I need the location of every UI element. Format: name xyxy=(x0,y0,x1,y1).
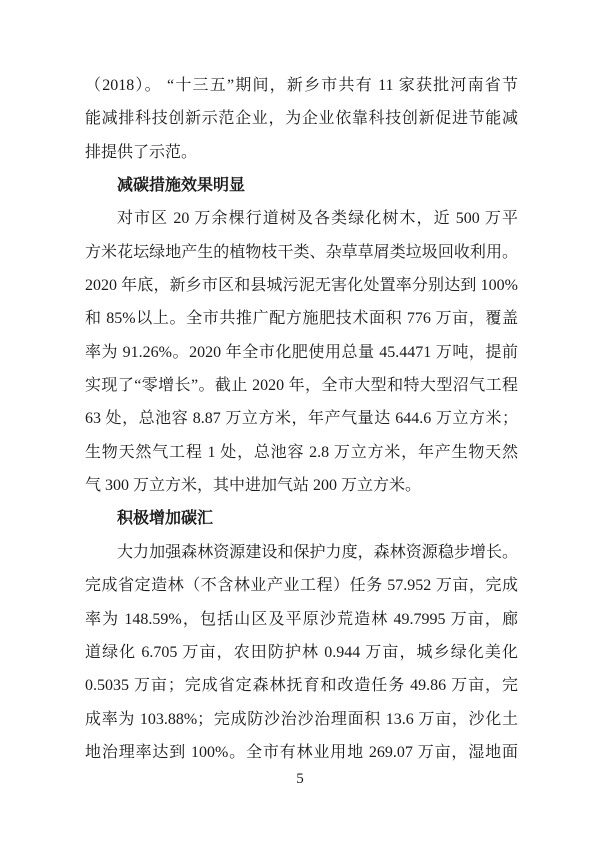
text-line: 地治理率达到 100%。全市有林业用地 269.07 万亩，湿地面 xyxy=(85,743,518,761)
text-line: 率为 148.59%，包括山区及平原沙荒造林 49.7995 万亩，廊 xyxy=(85,610,518,628)
text-line: 完成省定造林（不含林业产业工程）任务 57.952 万亩，完成 xyxy=(85,577,518,595)
paragraph-emission-reduction xyxy=(85,202,518,502)
text-line: 能减排科技创新示范企业，为企业依靠科技创新促进节能减 xyxy=(85,110,518,128)
text-line: 对市区 20 万余棵行道树及各类绿化树木，近 500 万平 xyxy=(117,210,518,228)
text-line: （2018）。 “十三五”期间，新乡市共有 11 家获批河南省节 xyxy=(85,77,518,94)
text-line: 2020 年底，新乡市区和县城污泥无害化处置率分别达到 100% xyxy=(85,277,518,295)
heading-line: 积极增加碳汇 xyxy=(117,510,214,528)
paragraph-carbon-sink xyxy=(85,536,518,769)
text-line: 和 85%以上。全市共推广配方施肥技术面积 776 万亩，覆盖 xyxy=(85,310,518,328)
text-line: 排提供了示范。 xyxy=(85,143,198,161)
section-heading-carbon-sink xyxy=(85,502,518,535)
text-line: 0.5035 万亩；完成省定森林抚育和改造任务 49.86 万亩，完 xyxy=(85,677,518,695)
text-line: 率为 91.26%。2020 年全市化肥使用总量 45.4471 万吨，提前 xyxy=(85,343,518,361)
page-number: 5 xyxy=(296,771,304,787)
text-line: 气 300 万立方米，其中进加气站 200 万立方米。 xyxy=(85,477,422,495)
heading-line: 减碳措施效果明显 xyxy=(117,177,246,195)
section-heading-emission-reduction xyxy=(85,169,518,202)
page-content xyxy=(85,69,518,769)
text-line: 成率为 103.88%；完成防沙治沙治理面积 13.6 万亩，沙化土 xyxy=(85,710,518,728)
text-line: 实现了“零增长”。截止 2020 年，全市大型和特大型沼气工程 xyxy=(85,377,518,395)
paragraph-intro-continuation xyxy=(85,69,518,169)
text-line: 大力加强森林资源建设和保护力度，森林资源稳步增长。 xyxy=(117,543,518,561)
text-line: 生物天然气工程 1 处，总池容 2.8 万立方米，年产生物天然 xyxy=(85,443,518,461)
text-line: 63 处，总池容 8.87 万立方米，年产气量达 644.6 万立方米； xyxy=(85,410,518,428)
text-line: 方米花坛绿地产生的植物枝干类、杂草草屑类垃圾回收利用。 xyxy=(85,243,518,261)
text-line: 道绿化 6.705 万亩，农田防护林 0.944 万亩，城乡绿化美化 xyxy=(85,643,518,661)
